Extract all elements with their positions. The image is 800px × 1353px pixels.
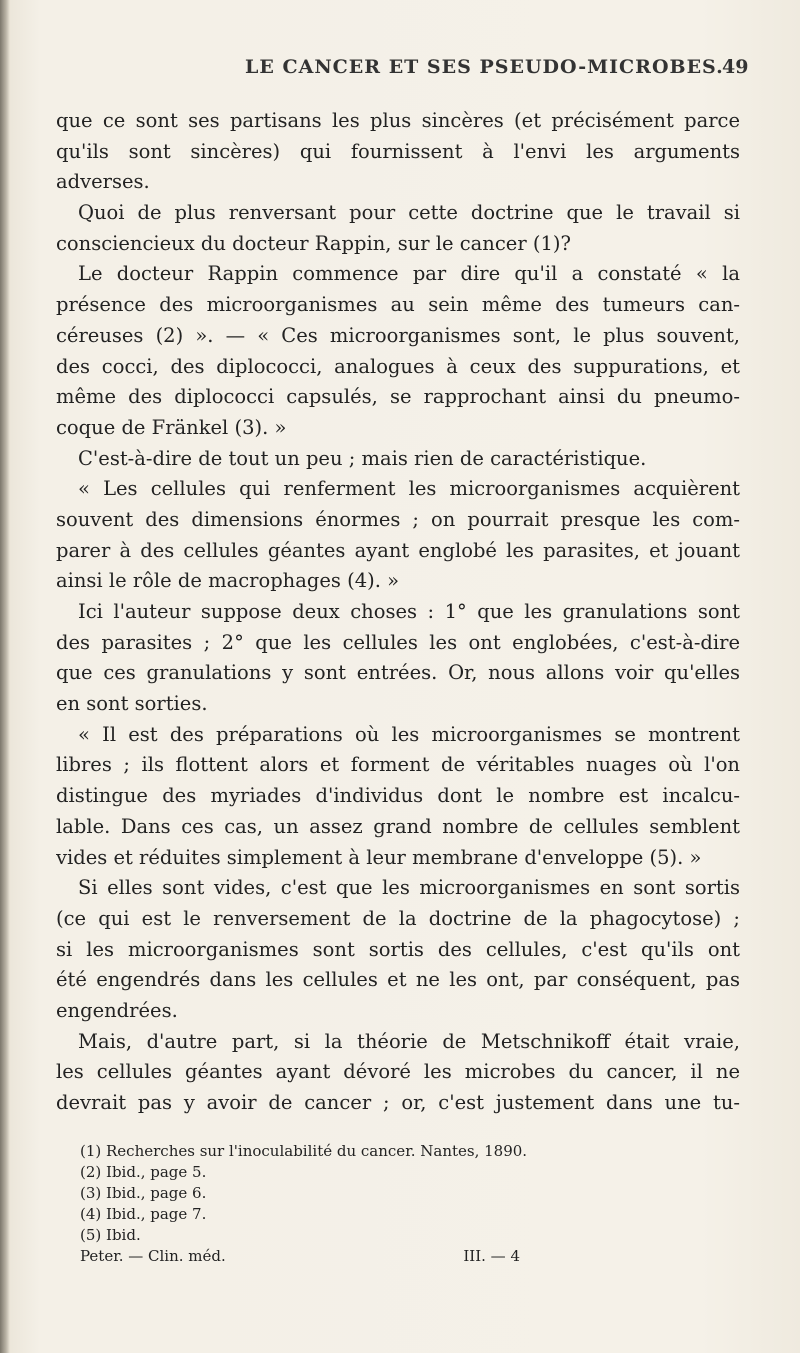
footnote: (4) Ibid., page 7. [80,1205,207,1223]
text-line: devrait pas y avoir de cancer ; or, c'est justement dans une tu- [56,1091,740,1114]
text-line: qu'ils sont sincères) qui fournissent à l'envi les arguments [56,139,740,163]
footnote: (5) Ibid. [80,1226,141,1244]
text-line: (ce qui est le renversement de la doctrine de la phagocytose) ; [56,906,740,930]
text-line: Mais, d'autre part, si la théorie de Metschnikoff était vraie, [78,1029,740,1053]
binding-edge [0,0,10,1353]
text-line: des cocci, des diplococci, analogues à ceux des suppurations, et [56,354,740,378]
text-line: coque de Fränkel (3). » [56,415,287,439]
text-line: « Il est des préparations où les microorganismes se montrent [78,722,740,746]
signature-left: Peter. — Clin. méd. [80,1247,226,1265]
text-line: C'est-à-dire de tout un peu ; mais rien de caractéristique. [78,446,647,470]
text-line: été engendrés dans les cellules et ne les ont, par conséquent, pas [56,968,740,992]
text-line: engendrées. [56,998,178,1022]
text-line: que ces granulations y sont entrées. Or, nous allons voir qu'elles [56,661,740,685]
text-line: Ici l'auteur suppose deux choses : 1° que les granulations sont [78,600,740,623]
text-line: « Les cellules qui renferment les microorganismes acquièrent [78,477,740,501]
page-number: 49 [722,56,749,78]
text-line: distingue des myriades d'individus dont le nombre est incalcu- [56,784,740,808]
text-line: céreuses (2) ». — « Ces microorganismes sont, le plus souvent, [56,323,740,347]
text-line: Quoi de plus renversant pour cette doctrine que le travail si [78,201,740,225]
footnote: (2) Ibid., page 5. [80,1163,207,1181]
text-line: que ce sont ses partisans les plus sincères (et précisément parce [56,109,740,132]
text-line: en sont sorties. [56,692,208,716]
text-line: des parasites ; 2° que les cellules les ont englobées, c'est-à-dire [56,630,740,654]
footnote: (3) Ibid., page 6. [80,1184,207,1202]
text-line: si les microorganismes sont sortis des cellules, c'est qu'ils ont [56,937,740,961]
text-line: parer à des cellules géantes ayant englobé les parasites, et jouant [56,538,740,562]
text-line: présence des microorganismes au sein même des tumeurs can- [56,293,740,317]
text-line: libres ; ils flottent alors et forment de véritables nuages où l'on [56,753,740,777]
text-line: les cellules géantes ayant dévoré les microbes du cancer, il ne [56,1060,740,1084]
footnote: (1) Recherches sur l'inoculabilité du cancer. Nantes, 1890. [80,1142,528,1160]
text-line: vides et réduites simplement à leur membrane d'enveloppe (5). » [56,845,702,869]
running-title: LE CANCER ET SES PSEUDO-MICROBES. [245,56,724,78]
footnotes [56,1141,740,1267]
text-line: adverses. [56,170,150,194]
text-line: ainsi le rôle de macrophages (4). » [56,569,400,593]
signature-line [56,1246,740,1267]
text-line: même des diplococci capsulés, se rapprochant ainsi du pneumo- [56,385,740,409]
running-head [0,56,800,86]
text-line: Si elles sont vides, c'est que les microorganismes en sont sortis [78,876,740,900]
signature-row [80,1246,520,1267]
signature-right: III. — 4 [463,1247,520,1265]
text-line: consciencieux du docteur Rappin, sur le cancer (1)? [56,231,571,255]
text-line: lable. Dans ces cas, un assez grand nombre de cellules semblent [56,814,740,838]
body-text [56,106,740,1119]
text-line: Le docteur Rappin commence par dire qu'il a constaté « la [78,262,740,286]
text-line: souvent des dimensions énormes ; on pourrait presque les com- [56,507,740,531]
